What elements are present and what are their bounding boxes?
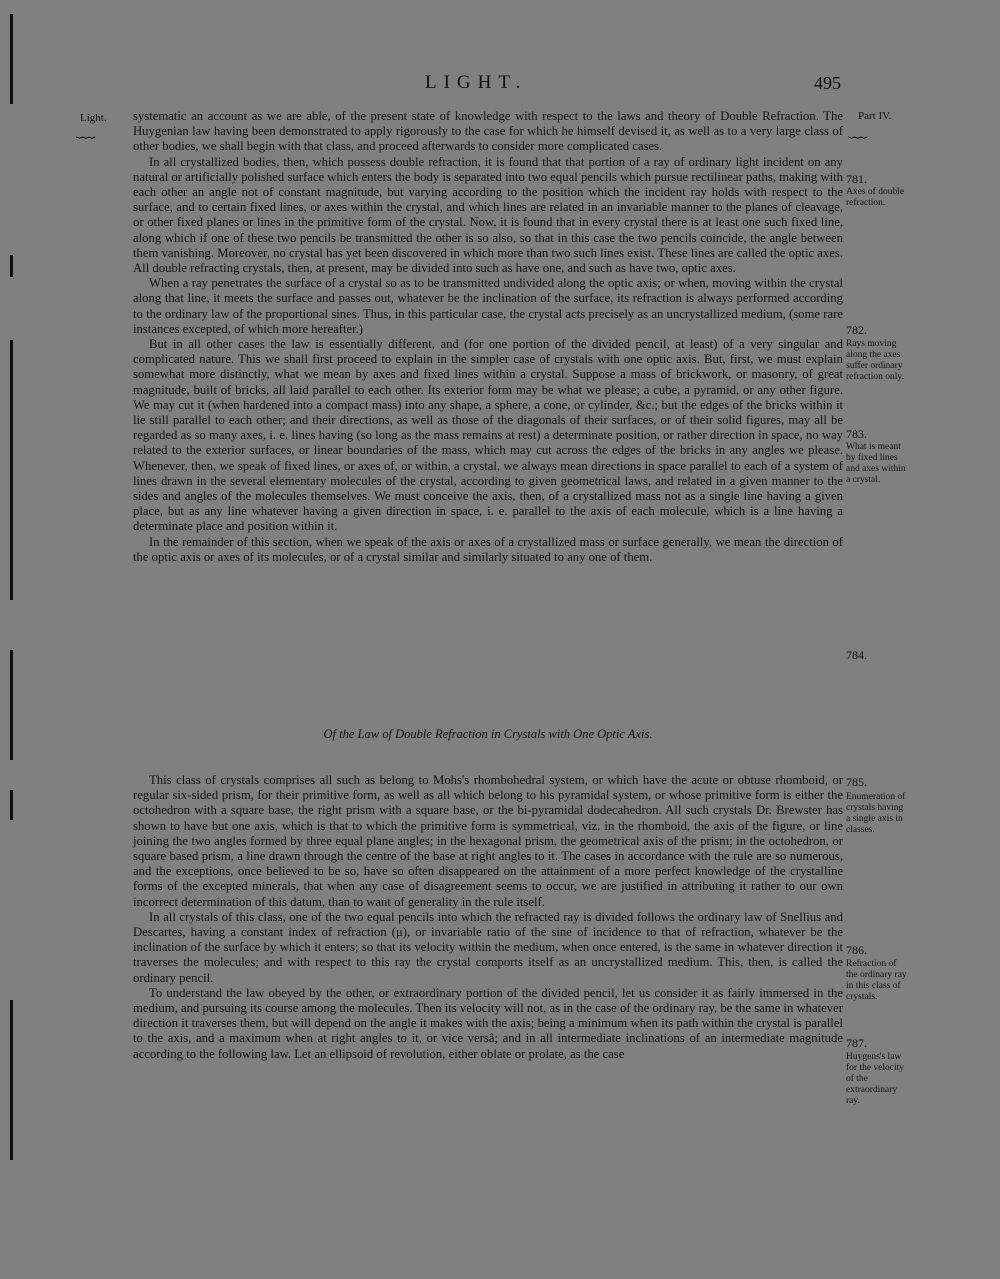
- paragraph: This class of crystals comprises all such as belong to Mohs's rhombohedral system, or which have the acute or obtuse rhomboid, or regular six-sided prism, for their primitive form, as well as all which belong to his pyramidal system, or whose primitive form is either the octohedron with a square base, the right prism with a square base, or the bi-pyramidal dodecahedron. All such crystals Dr. Brewster has shown to have but one axis, which is that to which the primitive form is symmetrical, viz. in the rhomboid, the axis of the figure, or line joining the two angles formed by three equal plane angles; in the hexagonal prism, the geometrical axis of the prism; in the octohedron, or square based prism, a line drawn through the centre of the base at right angles to it. The cases in accordance with the rule are so numerous, and the exceptions, once believed to be so, have so often disappeared on the attainment of a more perfect knowledge of the crystalline forms of the excepted minerals, that when any case of disagreement seems to occur, we are justified in attributing it rather to our own incorrect determination of this datum, than to want of generality in the rule itself.: [133, 773, 843, 909]
- section-heading: Of the Law of Double Refraction in Crystals with One Optic Axis.: [323, 727, 653, 741]
- paragraph: When a ray penetrates the surface of a crystal so as to be transmitted undivided along the optic axis; or when, moving within the crystal along that line, it meets the surface and passes out, whatever be the inclination of the surface, its refraction is always performed according to the ordinary law of the proportional sines. Thus, in this particular case, the crystal acts precisely as an uncrystallized medium, (some rare instances excepted, of which more hereafter.): [133, 276, 843, 336]
- left-margin-rule: [10, 650, 13, 760]
- side-note: Rays moving along the axes suffer ordinary refraction only.: [846, 339, 904, 382]
- margin-label-right: Part IV.: [858, 110, 892, 122]
- brace-left: ⏟⏟⏟: [76, 124, 95, 138]
- article-number: 783.: [846, 427, 867, 441]
- brace-right: ⏟⏟⏟: [848, 124, 867, 138]
- side-note: Enumeration of crystals having a single axis in classes.: [846, 792, 906, 835]
- paragraph: To understand the law obeyed by the other, or extraordinary portion of the divided pencil, let us consider it as fairly immersed in the medium, and pursuing its course among the molecules. Then its velocity will not, as in the case of the ordinary ray, be the same in whatever direction it traverses them, but will depend on the angle it makes with the axis; being a minimum when its path within the crystal is parallel to the axis, and a maximum when at right angles to it, or vice versâ; and in all intermediate inclinations of an intermediate magnitude according to the following law. Let an ellipsoid of revolution, either oblate or prolate, as the case: [133, 985, 843, 1061]
- left-margin-rule: [10, 255, 13, 277]
- side-note: Huygens's law for the velocity of the extraordinary ray.: [846, 1052, 905, 1106]
- paragraph: In all crystals of this class, one of the two equal pencils into which the refracted ray is divided follows the ordinary law of Snellius and Descartes, having a constant index of refraction (μ), or invariable ratio of the sine of incidence to that of refraction, whatever be the inclination of the surface by which it enters; so that its velocity within the medium, when once entered, is the same in whatever direction it traverses the molecules; and with respect to this ray the crystal comports itself as an uncrystallized medium. This, then, is called the ordinary pencil.: [133, 909, 843, 985]
- left-margin-rule: [10, 1000, 13, 1160]
- left-margin-rule: [10, 790, 13, 820]
- paragraph: In all crystallized bodies, then, which possess double refraction, it is found that that portion of a ray of ordinary light incident on any natural or artificially polished surface which enters the body is separated into two equal pencils which pursue rectilinear paths, making with each other an angle not of constant magnitude, but varying according to the position which the incident ray holds with respect to the surface, and to certain fixed lines, or axes within the crystal, and which lines are related in an invariable manner to the planes of cleavage, or other fixed planes or lines in the primitive form of the crystal. Now, it is found that in every crystal there is at least one such fixed line, along which if one of these two pencils be transmitted the other is so also, so that in this case the two pencils coincide, the angle between them vanishing. Moreover, no crystal has yet been discovered in which more than two such lines exist. These lines are called the optic axes. All double refracting crystals, then, at present, may be divided into such as have one, and such as have two, optic axes.: [133, 154, 843, 276]
- side-note: Axes of double refraction.: [846, 187, 905, 208]
- paragraph: systematic an account as we are able, of the present state of knowledge with respect to the laws and theory of Double Refraction. The Huygenian law having been demonstrated to apply rigorously to the case for which he himself devised it, as well as to a very large class of other bodies, we shall begin with that class, and proceed afterwards to consider more complicated cases.: [133, 109, 843, 154]
- page-number: 495: [814, 73, 841, 93]
- article-number: 787.: [846, 1036, 867, 1050]
- side-note: Refraction of the ordinary ray in this class of crystals.: [846, 959, 907, 1002]
- article-number: 786.: [846, 943, 867, 957]
- margin-label-left: Light.: [80, 112, 107, 124]
- left-margin-rule: [10, 340, 13, 600]
- section-text-block: [133, 773, 843, 1062]
- paragraph: In the remainder of this section, when we speak of the axis or axes of a crystallized mass or surface generally, we mean the direction of the optic axis or axes of its molecules, or of a crystal similar and similarly situated to any one of them.: [133, 534, 843, 564]
- running-title: LIGHT.: [425, 72, 528, 93]
- paragraph: But in all other cases the law is essentially different, and (for one portion of the divided pencil, at least) of a very singular and complicated nature. This we shall first proceed to explain in the simpler case of crystals with one optic axis. But, first, we must explain somewhat more distinctly, what we mean by axes and fixed lines within a crystal. Suppose a mass of brickwork, or masonry, of great magnitude, built of bricks, all laid parallel to each other. Its exterior form may be what we please; a cube, a pyramid, or any other figure. We may cut it (when hardened into a compact mass) into any shape, a sphere, a cone, or cylinder, &c.; but the edges of the bricks within it lie still parallel to each other; and their directions, as well as those of the diagonals of their surfaces, or of their solid figures, may all be regarded as so many axes, i. e. lines having (so long as the mass remains at rest) a determinate position, or rather direction in space, no way related to the exterior surfaces, or linear boundaries of the mass, which may cut across the edges of the bricks in any angles we please. Whenever, then, we speak of fixed lines, or axes of, or within, a crystal, we always mean directions in space parallel to each of a system of lines drawn in the several elementary molecules of the crystal, according to given geometrical laws, and related in a given manner to the sides and angles of the molecules themselves. We must conceive the axis, then, of a crystallized mass not as a single line having a given place, but as any line whatever having a given direction in space, i. e. parallel to the axis of each molecule, which is a line having a determinate place and position within it.: [133, 337, 843, 534]
- main-text-block: [133, 109, 843, 565]
- article-number: 782.: [846, 323, 867, 337]
- article-number: 785.: [846, 775, 867, 789]
- side-note: What is meant by fixed lines and axes within a crystal.: [846, 442, 906, 485]
- article-number: 781.: [846, 172, 867, 186]
- article-number: 784.: [846, 648, 867, 662]
- page-header: [0, 72, 1000, 100]
